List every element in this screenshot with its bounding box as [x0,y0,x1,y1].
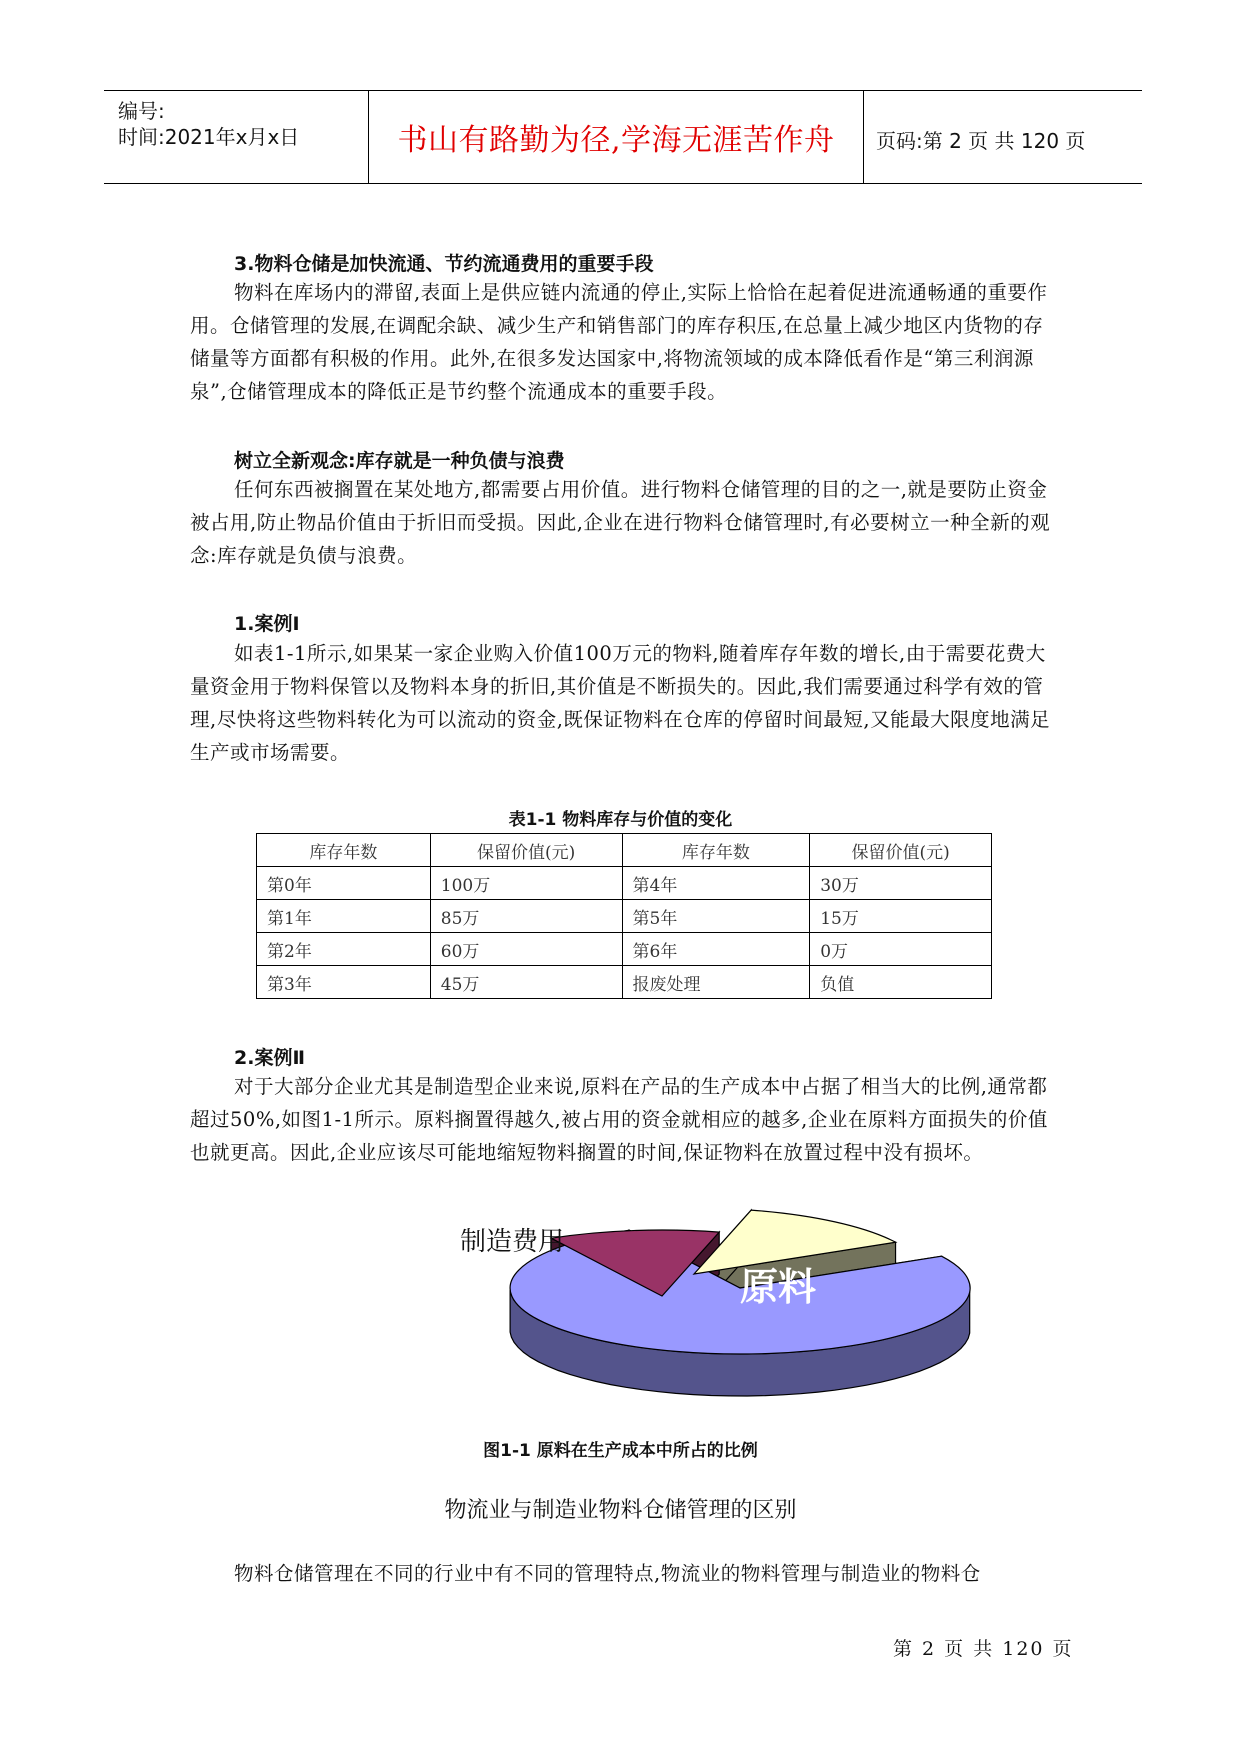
table-cell: 第6年 [622,933,810,966]
table-caption: 表1-1 物料库存与价值的变化 [508,810,733,830]
section3-heading: 3.物料仓储是加快流通、节约流通费用的重要手段 [234,253,654,275]
header-time-label: 时间:2021年x月x日 [118,125,300,149]
case2-body: 对于大部分企业尤其是制造型企业来说,原料在产品的生产成本中占据了相当大的比例,通常都超过50%,如图1-1所示。原料搁置得越久,被占用的资金就相应的越多,企业在原料方面损失的价值也就更高。因此,企业应该尽可能地缩短物料搁置的时间,保证物料在放置过程中没有损坏。 [190,1075,1048,1164]
case2-heading: 2.案例Ⅱ [234,1047,305,1069]
table-cell: 100万 [430,867,622,900]
page-footer: 第 2 页 共 120 页 [893,1638,1074,1660]
header-right-cell [864,91,1142,183]
table-cell: 30万 [810,867,992,900]
case1-body: 如表1-1所示,如果某一家企业购入价值100万元的物料,随着库存年数的增长,由于需要花费大量资金用于物料保管以及物料本身的折旧,其价值是不断损失的。因此,我们需要通过科学有效的管理,尽快将这些物料转化为可以流动的资金,既保证物料在仓库的停留时间最短,又能最大限度地满足生产或市场需要。 [190,642,1051,764]
table-header-cell: 库存年数 [257,834,431,867]
concept-body: 任何东西被搁置在某处地方,都需要占用价值。进行物料仓储管理的目的之一,就是要防止资金被占用,防止物品价值由于折旧而受损。因此,企业在进行物料仓储管理时,有必要树立一种全新的观念:库存就是负债与浪费。 [190,478,1051,567]
case2-paragraph [190,1070,1060,1169]
table-header-cell: 保留价值(元) [810,834,992,867]
table-cell: 85万 [430,900,622,933]
table-header-row [257,834,992,867]
section3-paragraph [190,276,1060,408]
inventory-value-table [256,833,992,999]
case1-heading: 1.案例Ⅰ [234,613,300,635]
page-header [104,90,1142,184]
header-page-code: 页码:第 2 页 共 120 页 [876,129,1086,153]
table-cell: 第4年 [622,867,810,900]
table-cell: 第5年 [622,900,810,933]
pie-label: 制造费用 [460,1227,565,1257]
table-cell: 45万 [430,966,622,999]
pie-label: 直接人工 [408,1261,488,1285]
table-cell: 第0年 [257,867,431,900]
table-cell: 报废处理 [622,966,810,999]
table-cell: 0万 [810,933,992,966]
table-row [257,867,992,900]
table-header-cell: 保留价值(元) [430,834,622,867]
concept-heading: 树立全新观念:库存就是一种负债与浪费 [234,450,565,472]
table-row [257,966,992,999]
figure-caption: 图1-1 原料在生产成本中所占的比例 [483,1441,758,1461]
table-cell: 第2年 [257,933,431,966]
table-cell: 60万 [430,933,622,966]
header-number-label: 编号: [118,99,165,123]
header-center-cell [369,91,864,183]
header-motto: 书山有路勤为径,学海无涯苦作舟 [397,123,835,158]
header-left-cell [104,91,369,183]
table-cell: 第3年 [257,966,431,999]
section3-body: 物料在库场内的滞留,表面上是供应链内流通的停止,实际上恰恰在起着促进流通畅通的重要作用。仓储管理的发展,在调配余缺、减少生产和销售部门的库存积压,在总量上减少地区内货物的存储量等方面都有积极的作用。此外,在很多发达国家中,将物流领域的成本降低看作是“第三利润源泉”,仓储管理成本的降低正是节约整个流通成本的重要手段。 [190,281,1048,403]
table-cell: 负值 [810,966,992,999]
pie-label: 原料 [740,1265,817,1309]
table-header-cell: 库存年数 [622,834,810,867]
section-title: 物流业与制造业物料仓储管理的区别 [444,1498,797,1523]
table-cell: 15万 [810,900,992,933]
case1-paragraph [190,637,1060,769]
table-row [257,933,992,966]
section-body-start: 物料仓储管理在不同的行业中有不同的管理特点,物流业的物料管理与制造业的物料仓 [234,1562,981,1585]
concept-paragraph [190,473,1060,572]
cost-pie-chart [320,1208,980,1408]
table-row [257,900,992,933]
table-cell: 第1年 [257,900,431,933]
